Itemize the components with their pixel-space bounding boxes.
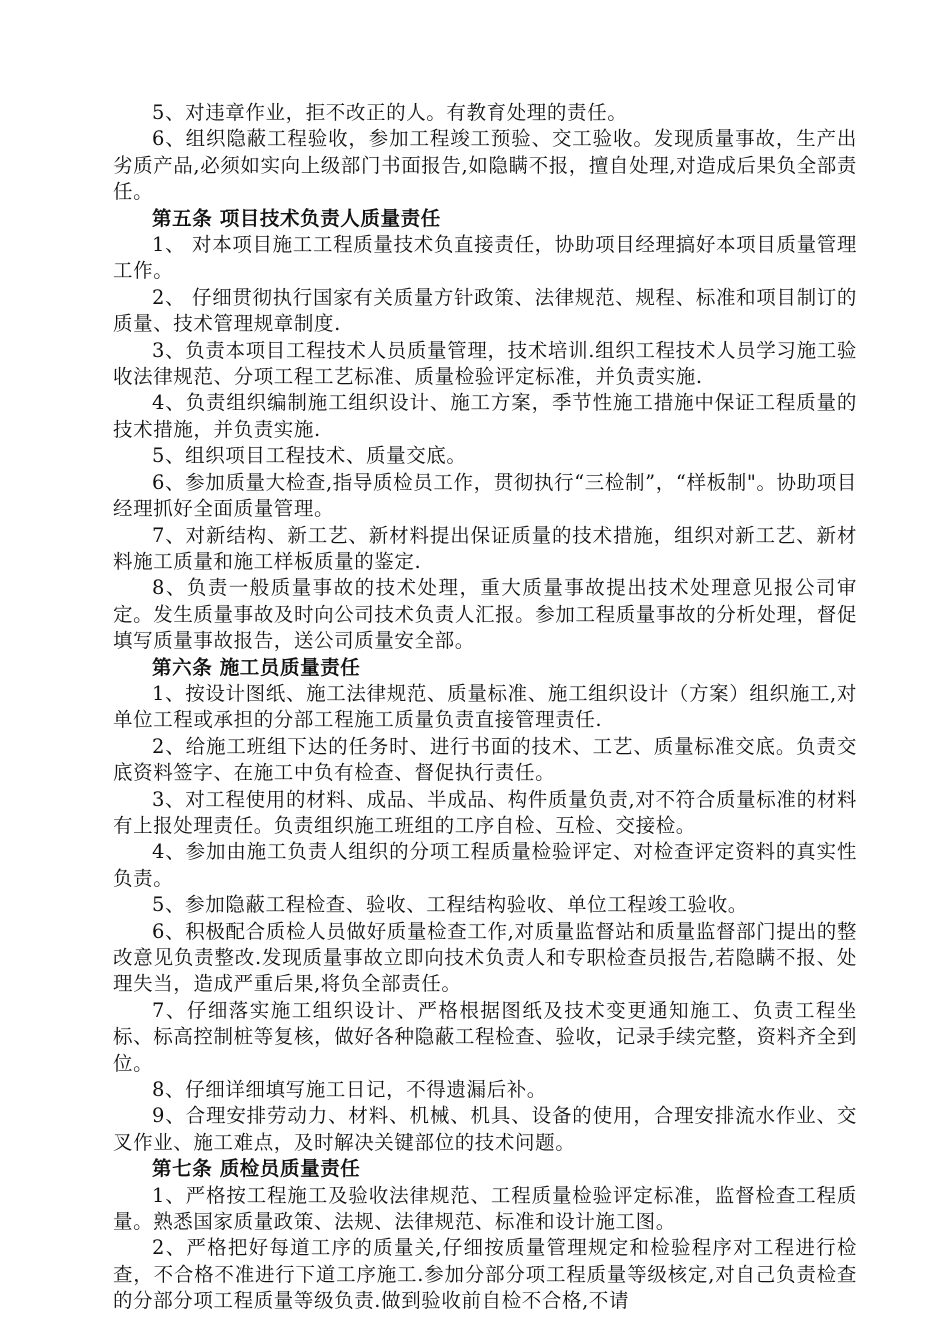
section-heading: 第七条 质检员质量责任: [152, 1157, 361, 1181]
paragraph-item: 5、对违章作业，拒不改正的人。有教育处理的责任。: [152, 101, 628, 124]
paragraph-item: 6、参加质量大检查,指导质检员工作，贯彻执行“三检制”，“样板制"。协助项目经理抓好全面质量管理。: [113, 470, 857, 521]
paragraph-item: 8、负责一般质量事故的技术处理，重大质量事故提出技术处理意见报公司审定。发生质量事故及时向公司技术负责人汇报。参加工程质量事故的分析处理，督促填写质量事故报告，送公司质量安全部。: [113, 576, 857, 653]
paragraph-item: 5、组织项目工程技术、质量交底。: [152, 444, 467, 468]
section-heading: 第六条 施工员质量责任: [152, 655, 361, 679]
paragraph-item: 8、仔细详细填写施工日记，不得遗漏后补。: [152, 1078, 547, 1102]
paragraph-item: 4、参加由施工负责人组织的分项工程质量检验评定、对检查评定资料的真实性负责。: [113, 840, 857, 890]
document-body: [113, 100, 857, 1315]
paragraph-item: 1、严格按工程施工及验收法律规范、工程质量检验评定标准，监督检查工程质量。熟悉国家质量政策、法规、法律规范、标准和设计施工图。: [113, 1183, 857, 1234]
paragraph-item: 3、负责本项目工程技术人员质量管理，技术培训.组织工程技术人员学习施工验收法律规范、分项工程工艺标准、质量检验评定标准，并负责实施.: [113, 338, 857, 389]
paragraph-item: 1、 对本项目施工工程质量技术负直接责任，协助项目经理搞好本项目质量管理工作。: [113, 233, 857, 283]
paragraph-item: 2、 仔细贯彻执行国家有关质量方针政策、法律规范、规程、标准和项目制订的质量、技术管理规章制度.: [113, 285, 857, 336]
paragraph-item: 1、按设计图纸、施工法律规范、质量标准、施工组织设计（方案）组织施工,对单位工程或承担的分部工程施工质量负责直接管理责任.: [113, 681, 857, 732]
paragraph-item: 2、给施工班组下达的任务时、进行书面的技术、工艺、质量标准交底。负责交底资料签字、在施工中负有检查、督促执行责任。: [113, 734, 857, 785]
paragraph-item: 5、参加隐蔽工程检查、验收、工程结构验收、单位工程竣工验收。: [152, 893, 748, 917]
paragraph-item: 2、严格把好每道工序的质量关,仔细按质量管理规定和检验程序对工程进行检查，不合格不准进行下道工序施工.参加分部分项工程质量等级核定,对自己负责检查的分部分项工程质量等级负责.做到验收前自检不合格,不请: [113, 1236, 857, 1313]
paragraph-item: 9、合理安排劳动力、材料、机械、机具、设备的使用，合理安排流水作业、交叉作业、施工难点，及时解决关键部位的技术问题。: [113, 1104, 857, 1154]
paragraph-item: 4、负责组织编制施工组织设计、施工方案，季节性施工措施中保证工程质量的技术措施，并负责实施.: [113, 391, 857, 441]
paragraph-item: 3、对工程使用的材料、成品、半成品、构件质量负责,对不符合质量标准的材料有上报处理责任。负责组织施工班组的工序自检、互检、交接检。: [113, 787, 857, 837]
paragraph-item: 7、仔细落实施工组织设计、严格根据图纸及技术变更通知施工、负责工程坐标、标高控制桩等复核，做好各种隐蔽工程检查、验收，记录手续完整，资料齐全到位。: [113, 998, 857, 1075]
paragraph-item: 6、组织隐蔽工程验收，参加工程竣工预验、交工验收。发现质量事故，生产出劣质产品,必须如实向上级部门书面报告,如隐瞒不报，擅自处理,对造成后果负全部责任。: [113, 127, 857, 204]
paragraph-item: 6、积极配合质检人员做好质量检查工作,对质量监督站和质量监督部门提出的整改意见负责整改.发现质量事故立即向技术负责人和专职检查员报告,若隐瞒不报、处理失当，造成严重后果,将负全部责任。: [113, 919, 857, 996]
section-heading: 第五条 项目技术负责人质量责任: [152, 206, 441, 230]
paragraph-item: 7、对新结构、新工艺、新材料提出保证质量的技术措施，组织对新工艺、新材料施工质量和施工样板质量的鉴定.: [113, 523, 857, 573]
